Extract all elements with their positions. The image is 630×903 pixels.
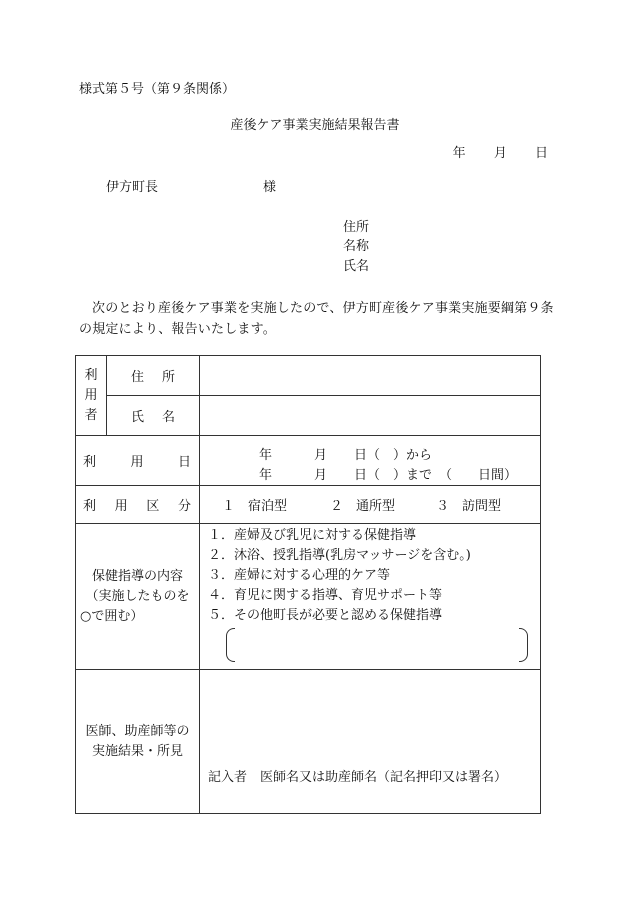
usage-type-visit[interactable]: ３ 訪問型	[436, 499, 502, 514]
guidance-item[interactable]: ３．産婦に対する心理的ケア等	[208, 568, 391, 583]
report-date	[429, 147, 548, 160]
guidance-label: 保健指導の内容 （実施したものを ○で囲む）	[76, 524, 200, 670]
name-field[interactable]	[200, 396, 541, 436]
document-title: 産後ケア事業実施結果報告書	[230, 118, 400, 133]
usage-type-daycare[interactable]: ２ 通所型	[330, 499, 396, 514]
applicant-address-label: 住所	[343, 220, 370, 235]
intro-text: 次のとおり産後ケア事業を実施したので、伊方町産後ケア事業実施要綱第９条の規定により、報告いたします。	[79, 301, 554, 337]
usage-date-field[interactable]: 年 月 日（ ）から 年 月 日（ ）まで （ 日間）	[200, 436, 541, 486]
date-month-label: 月	[493, 146, 507, 161]
form-number: 様式第５号（第９条関係）	[79, 82, 236, 97]
findings-label: 医師、助産師等の 実施結果・所見	[76, 670, 200, 814]
other-guidance-field[interactable]	[226, 628, 528, 662]
usage-date-label: 利 用 日	[76, 436, 200, 486]
usage-type-options	[200, 486, 541, 524]
address-field[interactable]	[200, 356, 541, 396]
applicant-org-label: 名称	[343, 239, 370, 254]
user-group-label: 利 用 者	[76, 356, 107, 436]
usage-type-overnight[interactable]: １ 宿泊型	[222, 499, 288, 514]
report-table	[75, 355, 541, 814]
recorder-note: 記入者 医師名又は助産師名（記名押印又は署名）	[208, 770, 508, 785]
addressee-name: 伊方町長	[106, 180, 159, 195]
name-label: 氏名	[107, 396, 200, 436]
usage-type-label: 利 用 区 分	[76, 486, 200, 524]
bracket-right-shape	[519, 628, 528, 662]
address-label: 住所	[107, 356, 200, 396]
addressee-honorific: 様	[263, 180, 277, 195]
guidance-items	[200, 524, 541, 670]
guidance-item[interactable]: ５．その他町長が必要と認める保健指導	[208, 608, 443, 623]
applicant-name-label: 氏名	[343, 259, 370, 274]
guidance-item[interactable]: ２．沐浴、授乳指導(乳房マッサージを含む。)	[208, 548, 471, 563]
guidance-item[interactable]: ４．育児に関する指導、育児サポート等	[208, 588, 443, 603]
bracket-left-shape	[226, 628, 235, 662]
findings-field[interactable]	[200, 670, 541, 814]
date-year-label: 年	[452, 146, 466, 161]
guidance-item[interactable]: １．産婦及び乳児に対する保健指導	[208, 528, 417, 543]
date-day-label: 日	[534, 146, 548, 161]
